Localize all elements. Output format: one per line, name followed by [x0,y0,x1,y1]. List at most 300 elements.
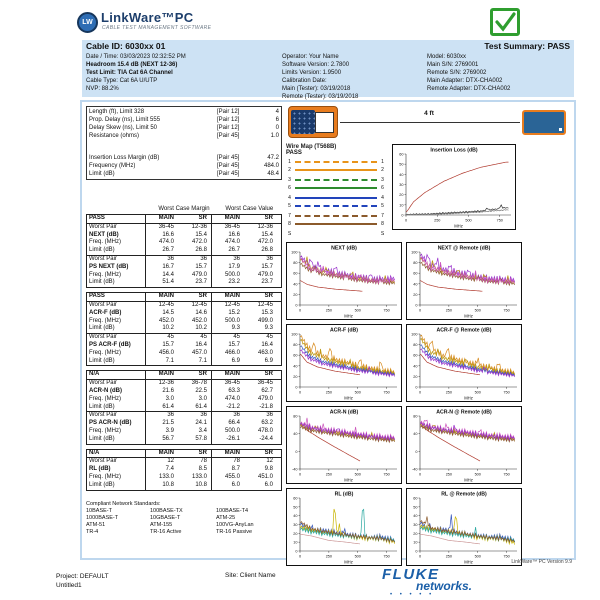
length-table-gap [89,140,279,154]
row-label: Limit (dB) [89,435,115,442]
cell-value: 6.9 [264,357,273,364]
wire-pin-right: 8 [381,221,384,227]
table-row [87,325,281,333]
svg-text:NEXT @ Remote (dB): NEXT @ Remote (dB) [437,245,491,252]
svg-text:-40: -40 [292,467,298,472]
worst-case-value-label: Worst Case Value [225,206,274,212]
footer-project [56,572,109,590]
cell-value: 15.7 [195,263,207,270]
cell-value: 15.4 [195,231,207,238]
svg-text:MHz: MHz [464,395,473,401]
svg-text:20: 20 [293,374,298,379]
cell-value: 26.8 [261,247,273,254]
length-row-value: 1.0 [270,133,279,139]
row-label: PS ACR-N (dB) [89,420,132,427]
summary-line: Calibration Date: [282,78,327,84]
table-status-label: PASS [89,215,105,221]
svg-text:250: 250 [325,390,333,395]
row-label: Limit (dB) [89,481,115,488]
wire-pin-left: 6 [288,185,291,191]
length-row-label: Delay Skew (ns), Limit 50 [89,125,158,131]
wire-pin-right: 5 [381,203,384,209]
series-pair-a [420,335,515,374]
table-row [87,310,281,318]
svg-text:250: 250 [445,472,453,477]
summary-line: Main Adapter: DTX-CHA002 [427,78,503,84]
svg-text:MHz: MHz [464,313,473,319]
summary-line: Limits Version: 1.9500 [282,70,342,76]
svg-text:500: 500 [465,218,472,223]
standards-grid [86,508,282,536]
summary-line: Remote S/N: 2769002 [427,70,487,76]
table-row [87,380,281,388]
svg-text:750: 750 [503,390,510,395]
cell-value: 7.1 [198,357,207,364]
svg-text:100: 100 [411,332,418,337]
cell-value: 9.3 [211,325,244,333]
wire-line [295,233,377,235]
length-row-value: 484.0 [263,163,279,169]
cell-value: 479.0 [191,271,207,278]
svg-text:ACR-N @ Remote (dB): ACR-N @ Remote (dB) [436,409,492,416]
chart-box-acr-f [286,324,402,402]
standard-item: 10BASE-T [86,507,112,514]
summary-line: NVP: 88.2% [86,86,119,92]
row-label: Worst Pair [89,458,117,465]
length-table-row [89,132,279,140]
svg-text:80: 80 [413,343,418,348]
series-pair-d [420,423,515,440]
wire-pin-right: 3 [381,177,384,183]
row-label: Limit (dB) [89,279,115,286]
svg-text:50: 50 [399,162,404,167]
pass-checkmark-icon [490,8,520,36]
cell-value: 36 [145,256,178,264]
cell-value: 26.7 [145,247,178,255]
column-header: SR [264,449,273,456]
table-row [87,404,281,412]
svg-text:750: 750 [503,308,510,313]
svg-text:500: 500 [354,390,361,395]
cell-value: 66.4 [211,420,244,428]
svg-text:250: 250 [445,308,453,313]
svg-text:80: 80 [413,261,418,266]
row-label: Worst Pair [89,334,117,341]
cell-value: 36 [266,255,273,262]
wire-pin-left: 7 [288,213,291,219]
wiremap-wires [286,158,386,238]
svg-text:100: 100 [291,332,298,337]
cell-value: 45 [200,334,207,341]
chart-next-remote [407,243,521,319]
svg-text:40: 40 [413,514,418,519]
column-header: MAIN [145,215,178,223]
cell-value: 14.6 [195,309,207,316]
svg-text:0: 0 [418,308,422,313]
row-label: Worst Pair [89,255,117,262]
table-row [87,232,281,240]
cell-value: 16.4 [261,341,273,348]
results-column [86,106,282,536]
chart-rl-remote [407,489,521,565]
cell-value: 36 [145,412,178,420]
column-header: MAIN [211,215,244,223]
summary-panel [82,40,574,100]
chart-acr-f [287,325,401,401]
cell-value: 8.7 [211,466,244,474]
cell-value: 474.0 [211,396,244,404]
cell-value: 23.7 [195,279,207,286]
remote-device [522,110,566,135]
cell-value: 78 [200,458,207,465]
svg-text:100: 100 [291,250,298,255]
results-table-header [87,293,281,302]
cell-value: 9.3 [264,325,273,332]
wire-pin-right: 4 [381,195,384,201]
wire-pin-left: S [287,231,292,237]
table-status-label: N/A [89,449,100,456]
row-label: Freq. (MHz) [89,317,121,324]
standards-block [86,501,282,536]
length-table-row [89,108,279,116]
row-label: Limit (dB) [89,403,115,410]
cell-value: 45 [145,334,178,342]
wiremap-row [286,166,386,174]
cell-value: 455.0 [211,474,244,482]
svg-text:500: 500 [354,554,361,559]
svg-text:500: 500 [474,390,481,395]
svg-text:40: 40 [293,514,298,519]
results-table-1 [86,292,282,366]
svg-text:250: 250 [445,390,453,395]
chart-insertion-loss [393,145,515,229]
cell-value: 9.8 [264,466,273,473]
column-header: MAIN [145,450,178,458]
cell-value: 6.0 [211,482,244,490]
svg-text:50: 50 [413,505,418,510]
cell-value: 6.0 [264,481,273,488]
row-label: Worst Pair [89,223,117,230]
cable-id: Cable ID: 6030xx 01 [86,41,166,51]
cell-value: 500.0 [211,272,244,280]
cell-value: 499.0 [257,317,273,324]
table-row [87,466,281,474]
cell-value: 474.0 [145,239,178,247]
summary-line: Main S/N: 2769001 [427,62,479,68]
cell-value: 12-36 [257,223,273,230]
svg-text:40: 40 [413,364,418,369]
row-label: ACR-N (dB) [89,387,122,394]
svg-text:0: 0 [418,390,422,395]
length-table-row [89,116,279,124]
fluke-wordmark: FLUKE [382,566,440,583]
length-row-value: 48.4 [267,171,279,177]
table-row [87,264,281,272]
wire-line [295,215,377,217]
wire-line [295,223,377,225]
svg-text:250: 250 [325,472,333,477]
row-label: Worst Pair [89,301,117,308]
series-limit [420,425,480,461]
summary-col-middle [282,53,422,101]
worst-case-margin-label: Worst Case Margin [158,206,210,212]
svg-text:0: 0 [295,449,298,454]
wire-pin-left: 1 [288,159,291,165]
standard-item: ATM-51 [86,521,106,528]
standard-item: 10GBASE-T [150,514,181,521]
fluke-logo-dots: • • • • • [390,592,435,598]
svg-text:0: 0 [415,385,418,390]
standard-item: TR-16 Passive [216,528,253,535]
cell-value: 36-45 [211,224,244,232]
table-row [87,224,281,232]
svg-text:40: 40 [293,282,298,287]
svg-text:ACR-F @ Remote (dB): ACR-F @ Remote (dB) [436,327,492,334]
column-header: SR [198,293,207,300]
length-row-value: 4 [275,109,279,115]
length-row-label: Prop. Delay (ns), Limit 555 [89,117,161,123]
length-row-pair: [Pair 12] [217,117,240,123]
cell-value: 12-45 [191,301,207,308]
svg-text:500: 500 [474,472,481,477]
project-label: Project: DEFAULT [56,573,109,580]
column-header: SR [264,215,273,221]
chart-acr-n [287,407,401,483]
summary-col-left [86,53,281,93]
fluke-networks-logo [382,566,472,598]
cell-value: 10.2 [195,325,207,332]
length-row-label: Insertion Loss Margin (dB) [89,155,160,161]
svg-text:RL @ Remote (dB): RL @ Remote (dB) [441,491,487,498]
cell-value: -24.4 [259,435,273,442]
series-limit [300,425,360,461]
length-table-row [89,170,279,178]
row-label: Worst Pair [89,380,117,387]
standard-item: ATM-155 [150,521,173,528]
wire-line [295,205,377,207]
svg-text:40: 40 [413,432,418,437]
table-row [87,396,281,404]
wire-pin-left: 4 [288,195,291,201]
cell-value: 16.4 [195,341,207,348]
svg-text:750: 750 [383,472,390,477]
table-status-label: PASS [89,293,105,300]
cell-value: -21.2 [211,404,244,412]
cell-value: 61.4 [145,404,178,412]
cell-value: 36 [266,412,273,419]
svg-text:0: 0 [415,549,418,554]
cell-value: 15.7 [261,263,273,270]
cell-value: 26.7 [211,247,244,255]
length-row-label: Length (ft), Limit 328 [89,109,145,115]
svg-text:0: 0 [415,449,418,454]
wire-pin-right: 6 [381,185,384,191]
svg-text:-40: -40 [412,467,418,472]
length-row-pair: [Pair 45] [217,133,240,139]
table-row [87,420,281,428]
row-label: NEXT (dB) [89,231,119,238]
length-table-row [89,162,279,170]
column-header: MAIN [211,293,244,301]
wire-line [295,187,377,189]
cell-value: 17.9 [211,264,244,272]
cell-value: 10.8 [145,482,178,490]
link-cable [340,122,520,123]
cell-value: 57.8 [195,435,207,442]
remote-indicator [559,128,562,131]
cell-value: 24.1 [195,420,207,427]
linkware-logo-icon: LW [77,12,98,33]
cell-value: 12 [266,458,273,465]
wire-line [295,197,377,199]
svg-text:30: 30 [399,183,404,187]
svg-text:60: 60 [413,496,418,501]
cell-value: 23.2 [211,279,244,287]
chart-box-acr-f-remote [406,324,522,402]
app-subtitle: CABLE TEST MANAGEMENT SOFTWARE [102,25,212,31]
length-row-pair: [Pair 45] [217,171,240,177]
svg-text:500: 500 [474,308,481,313]
table-row [87,302,281,310]
svg-text:80: 80 [293,414,298,419]
column-header: MAIN [145,371,178,379]
cell-value: 51.4 [145,279,178,287]
series-limit [406,162,508,212]
series-pair-c [300,509,395,542]
cell-value: 62.7 [261,387,273,394]
cell-value: 8.5 [198,466,207,473]
summary-line: Model: 6030xx [427,54,467,60]
row-label: Freq. (MHz) [89,427,121,434]
table-row [87,436,281,444]
svg-text:60: 60 [413,271,418,276]
cell-value: 36 [200,255,207,262]
svg-text:500: 500 [354,308,361,313]
results-tables [86,214,282,491]
summary-line: Remote Adapter: DTX-CHA002 [427,86,511,92]
results-table-header [87,371,281,380]
wiremap-row [286,176,386,184]
length-row-pair: [Pair 12] [217,109,240,115]
wiremap-row [286,158,386,166]
svg-text:MHz: MHz [344,313,353,319]
standard-item: 100VG-AnyLan [216,521,254,528]
svg-text:0: 0 [295,385,298,390]
wiremap-title: Wire Map (T568B) [286,144,337,150]
table-row [87,474,281,482]
chart-box-next [286,242,402,320]
svg-text:40: 40 [413,282,418,287]
table-status-label: N/A [89,371,100,378]
series-pair-d [300,423,395,440]
wire-pin-left: 8 [288,221,291,227]
chart-acr-f-remote [407,325,521,401]
wire-line [295,179,377,181]
test-summary-status: Test Summary: PASS [484,41,570,51]
svg-text:250: 250 [445,554,453,559]
series-limit [420,281,482,292]
wiremap-status: PASS [286,150,302,156]
svg-text:40: 40 [293,432,298,437]
table-row [87,428,281,436]
link-diagram [286,104,572,140]
wiremap-row [286,212,386,220]
svg-text:0: 0 [295,303,298,308]
cell-value: 479.0 [257,271,273,278]
table-row [87,239,281,247]
cell-value: 36-45 [145,224,178,232]
cell-value: 500.0 [211,428,244,436]
cell-value: 16.6 [145,232,178,240]
cell-value: 12-45 [257,301,273,308]
wiremap-row [286,230,386,238]
cell-value: 466.0 [211,350,244,358]
wire-pin-right: 7 [381,213,384,219]
cell-value: 452.0 [145,318,178,326]
svg-text:750: 750 [383,390,390,395]
svg-text:20: 20 [399,193,404,198]
svg-text:500: 500 [474,554,481,559]
cell-value: 61.4 [195,403,207,410]
row-label: Freq. (MHz) [89,271,121,278]
svg-text:80: 80 [293,343,298,348]
cell-value: 78 [211,458,244,466]
svg-text:ACR-N (dB): ACR-N (dB) [329,409,359,416]
wire-pin-left: 2 [288,167,291,173]
table-row [87,318,281,326]
svg-text:750: 750 [503,472,510,477]
svg-text:60: 60 [293,271,298,276]
length-table-row [89,154,279,162]
svg-text:750: 750 [383,554,390,559]
column-header: MAIN [145,293,178,301]
row-label: PS ACR-F (dB) [89,341,131,348]
length-table-row [89,124,279,132]
length-row-value: 47.2 [267,155,279,161]
length-table [86,106,282,180]
results-table-2 [86,370,282,444]
svg-text:0: 0 [418,554,422,559]
cell-value: 133.0 [191,473,207,480]
table-row [87,247,281,255]
svg-text:60: 60 [413,353,418,358]
length-row-value: 6 [275,117,279,123]
cell-value: -21.8 [259,403,273,410]
svg-text:20: 20 [293,531,298,536]
table-row [87,342,281,350]
svg-text:500: 500 [354,472,361,477]
networks-wordmark: networks. [416,579,473,593]
svg-text:0: 0 [404,218,408,223]
chart-box-insertion-loss [392,144,516,230]
row-label: Worst Pair [89,412,117,419]
row-label: RL (dB) [89,466,111,473]
svg-text:60: 60 [399,152,404,157]
column-header: MAIN [211,450,244,458]
row-label: Freq. (MHz) [89,239,121,246]
table-row [87,358,281,366]
length-row-pair: [Pair 12] [217,125,240,131]
table-row [87,279,281,287]
svg-text:40: 40 [399,172,404,177]
svg-text:50: 50 [293,505,298,510]
cell-value: 56.7 [145,436,178,444]
cell-value: 10.2 [145,325,178,333]
length-row-pair: [Pair 45] [217,155,240,161]
cell-value: 36 [211,412,244,420]
column-header: SR [264,293,273,300]
cell-value: 36-45 [211,380,244,388]
